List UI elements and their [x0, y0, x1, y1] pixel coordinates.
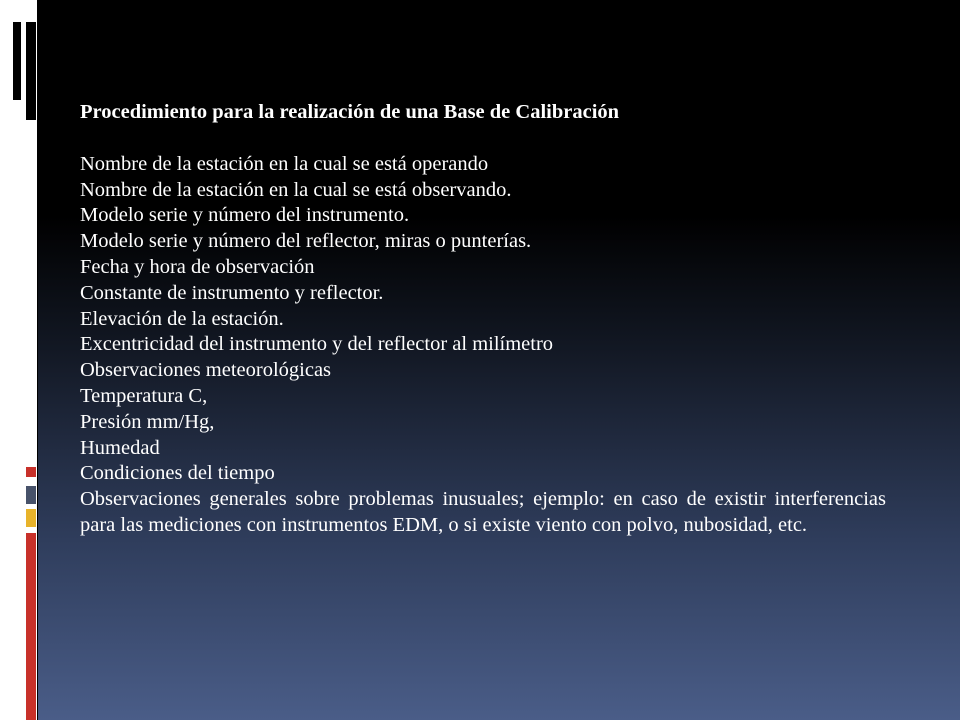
- list-line: Nombre de la estación en la cual se está observando.: [80, 178, 512, 201]
- list-line: Nombre de la estación en la cual se está operando: [80, 152, 489, 175]
- list-line: Modelo serie y número del instrumento.: [80, 204, 410, 227]
- decorative-bar-red-long: [26, 533, 36, 720]
- list-line: Fecha y hora de observación: [80, 255, 315, 278]
- closing-paragraph: Observaciones generales sobre problemas inusuales; ejemplo: en caso de existir interferencias para las mediciones con instrumentos EDM, o si existe viento con polvo, nubosidad, etc.: [80, 488, 886, 536]
- decorative-bar-top-left: [13, 22, 21, 100]
- list-line: Constante de instrumento y reflector.: [80, 281, 384, 304]
- list-line: Presión mm/Hg,: [80, 410, 215, 433]
- decorative-bar-gray: [26, 486, 36, 504]
- list-line: Condiciones del tiempo: [80, 462, 275, 485]
- list-line: Modelo serie y número del reflector, miras o punterías.: [80, 230, 532, 253]
- list-line: Observaciones meteorológicas: [80, 359, 332, 382]
- list-line: Excentricidad del instrumento y del reflector al milímetro: [80, 333, 554, 356]
- list-line: Elevación de la estación.: [80, 307, 284, 330]
- decorative-side-strip: [0, 0, 37, 720]
- slide-content: [80, 100, 886, 539]
- decorative-bar-top-right: [26, 22, 36, 120]
- list-line: Humedad: [80, 436, 160, 459]
- decorative-bar-red-small: [26, 467, 36, 477]
- slide-title: Procedimiento para la realización de una Base de Calibración: [80, 101, 620, 123]
- decorative-bar-yellow: [26, 509, 36, 527]
- list-line: Temperatura C,: [80, 384, 208, 407]
